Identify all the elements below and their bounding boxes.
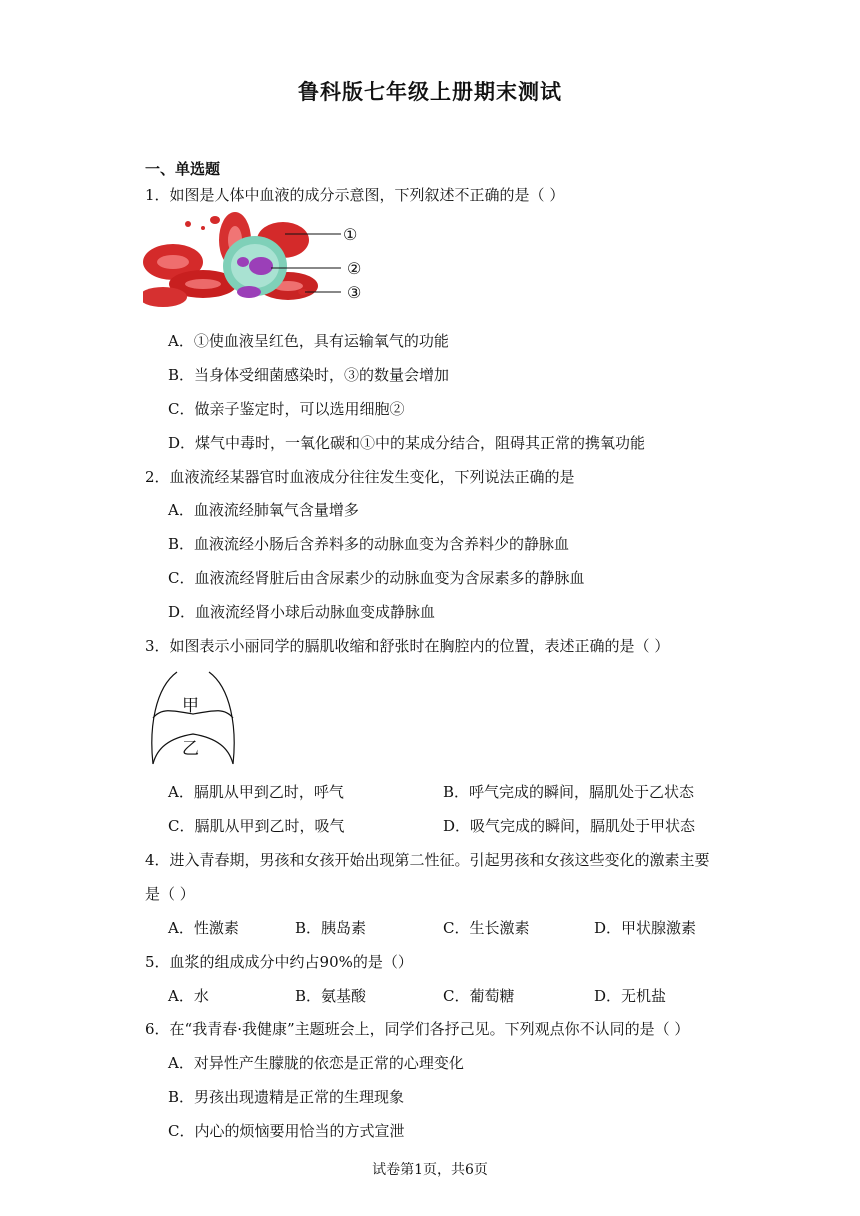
q6-option-c: C．内心的烦恼要用恰当的方式宣泄 (168, 1122, 405, 1140)
q6-option-a: A．对异性产生朦胧的依恋是正常的心理变化 (168, 1054, 464, 1072)
q4-option-a: A．性激素 (168, 919, 239, 937)
question-5-stem: 5．血浆的组成成分中约占90%的是（） (145, 953, 413, 971)
page-footer: 试卷第1页，共6页 (372, 1162, 488, 1178)
q1-option-d: D．煤气中毒时，一氧化碳和①中的某成分结合，阻碍其正常的携氧功能 (168, 434, 646, 452)
q3-option-a: A．膈肌从甲到乙时，呼气 (168, 783, 344, 801)
page-title: 鲁科版七年级上册期末测试 (298, 79, 562, 104)
section-heading: 一、单选题 (145, 160, 221, 178)
q6-option-b: B．男孩出现遗精是正常的生理现象 (168, 1088, 405, 1106)
label-2: ② (347, 259, 362, 278)
q4-option-c: C．生长激素 (443, 919, 530, 937)
label-jia: 甲 (182, 696, 199, 716)
q3-option-d: D．吸气完成的瞬间，膈肌处于甲状态 (443, 817, 696, 835)
label-yi: 乙 (182, 739, 199, 759)
question-1-stem: 1．如图是人体中血液的成分示意图，下列叙述不正确的是（ ） (145, 186, 565, 204)
q2-option-d: D．血液流经肾小球后动脉血变成静脉血 (168, 603, 436, 621)
question-4-stem-line2: 是（ ） (145, 885, 195, 903)
label-1: ① (343, 225, 358, 244)
q2-option-a: A．血液流经肺氧气含量增多 (168, 501, 359, 519)
q4-option-b: B．胰岛素 (295, 919, 367, 937)
q5-option-a: A．水 (168, 987, 209, 1005)
question-6-stem: 6．在“我青春·我健康”主题班会上，同学们各抒己见。下列观点你不认同的是（ ） (145, 1020, 690, 1038)
q3-option-c: C．膈肌从甲到乙时，吸气 (168, 817, 345, 835)
q1-option-b: B．当身体受细菌感染时，③的数量会增加 (168, 366, 450, 384)
question-2-stem: 2．血液流经某器官时血液成分往往发生变化，下列说法正确的是 (145, 468, 575, 486)
question-3-stem: 3．如图表示小丽同学的膈肌收缩和舒张时在胸腔内的位置，表述正确的是（ ） (145, 637, 670, 655)
q4-option-d: D．甲状腺激素 (594, 919, 697, 937)
q5-option-c: C．葡萄糖 (443, 987, 515, 1005)
q5-option-d: D．无机盐 (594, 987, 667, 1005)
blood-components-figure (143, 212, 373, 312)
q5-option-b: B．氨基酸 (295, 987, 367, 1005)
q2-option-b: B．血液流经小肠后含养料多的动脉血变为含养料少的静脉血 (168, 535, 570, 553)
q2-option-c: C．血液流经肾脏后由含尿素少的动脉血变为含尿素多的静脉血 (168, 569, 585, 587)
label-3: ③ (347, 283, 362, 302)
q3-option-b: B．呼气完成的瞬间，膈肌处于乙状态 (443, 783, 695, 801)
question-4-stem-line1: 4．进入青春期，男孩和女孩开始出现第二性征。引起男孩和女孩这些变化的激素主要 (145, 851, 710, 869)
q1-option-c: C．做亲子鉴定时，可以选用细胞② (168, 400, 405, 418)
q1-option-a: A．①使血液呈红色，具有运输氧气的功能 (168, 332, 449, 350)
